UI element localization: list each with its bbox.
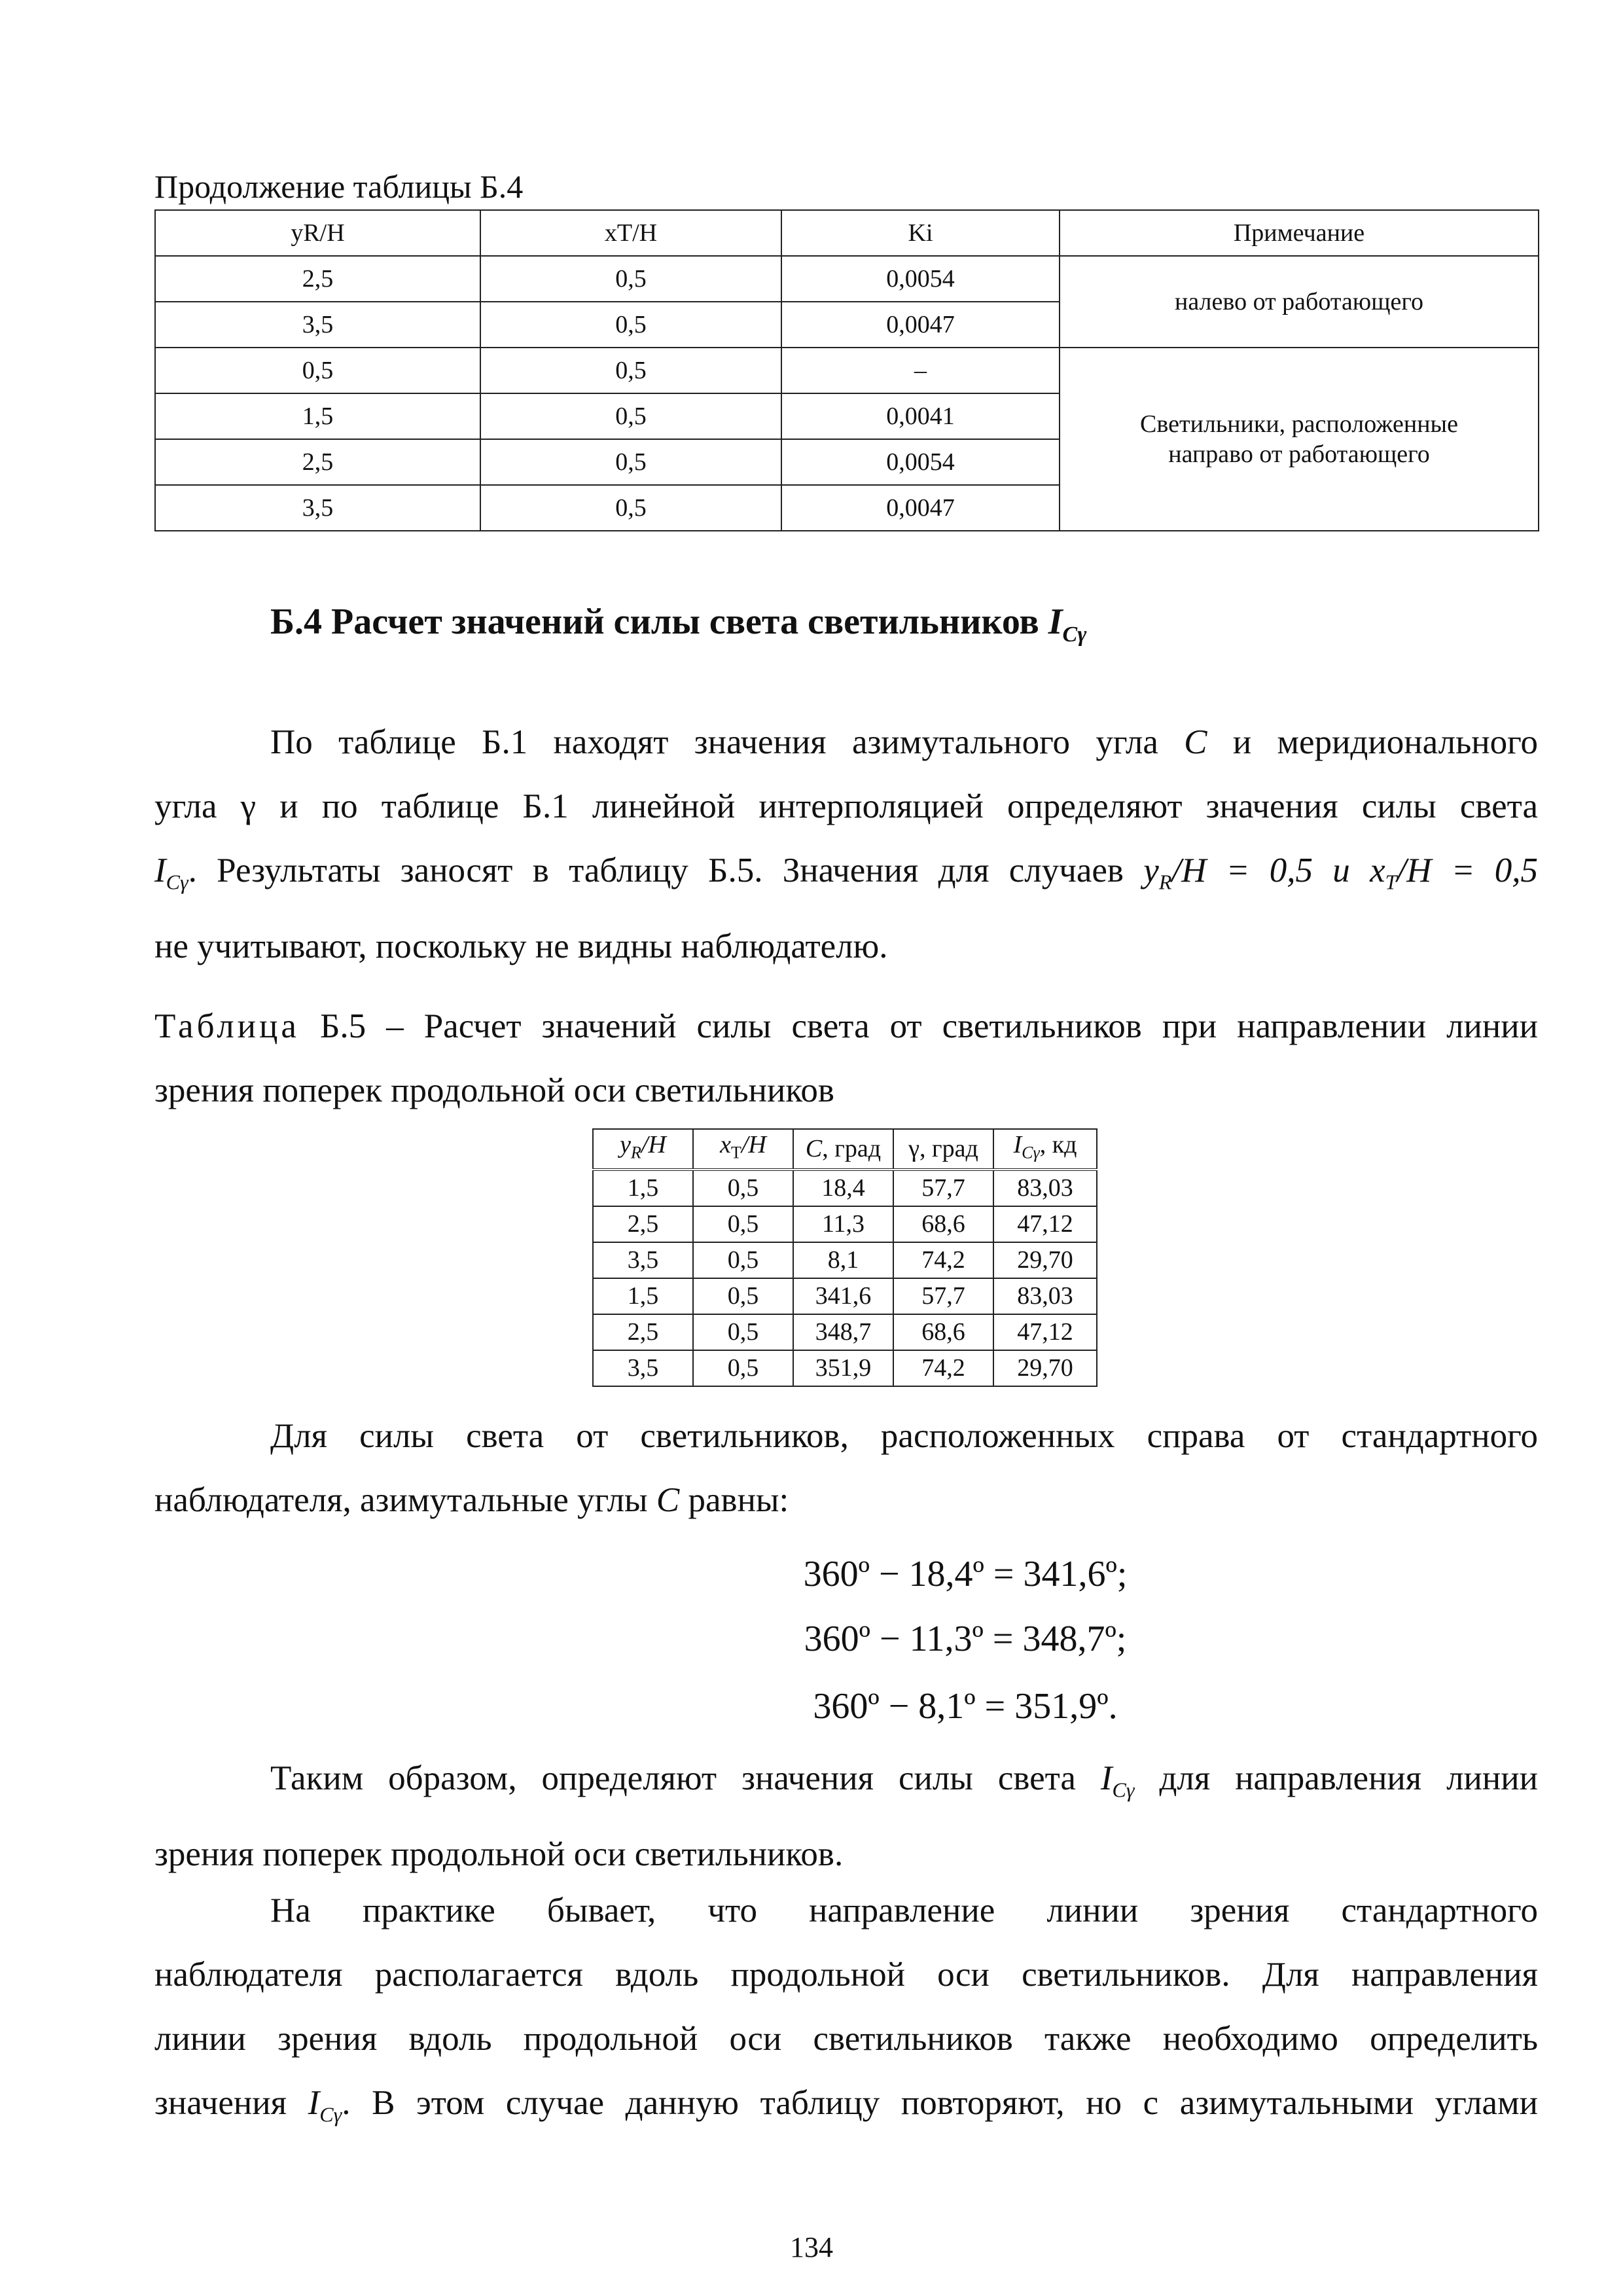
section-heading bbox=[270, 599, 1086, 658]
note-right-line2: направо от работающего bbox=[1168, 440, 1430, 468]
cell: 0,0041 bbox=[781, 393, 1060, 439]
cell: 2,5 bbox=[155, 256, 480, 302]
header-yr-h: $y_R/H$ bbox=[593, 1129, 693, 1170]
cell: 3,5 bbox=[155, 485, 480, 531]
cell: 351,9 bbox=[793, 1350, 893, 1386]
cell: 29,70 bbox=[993, 1242, 1097, 1278]
para4-line4: значения $I_{C\gamma}$. В этом случае данную таблицу повторяют, но с азимутальными углами bbox=[154, 2084, 1538, 2126]
cell: 0,5 bbox=[693, 1170, 793, 1206]
caption-rest: Б.5 – Расчет значений силы света от светильников при направлении линии bbox=[319, 1007, 1538, 1045]
cell: 47,12 bbox=[993, 1314, 1097, 1350]
para2-line1: Для силы света от светильников, расположенных справа от стандартного bbox=[270, 1417, 1538, 1455]
cell: 0,5 bbox=[480, 393, 781, 439]
cell: 74,2 bbox=[893, 1350, 993, 1386]
cell: 74,2 bbox=[893, 1242, 993, 1278]
table-row bbox=[593, 1170, 1097, 1206]
section-title: Б.4 Расчет значений силы света светильников bbox=[270, 601, 1039, 642]
cell: 0,5 bbox=[693, 1350, 793, 1386]
para3-line2: зрения поперек продольной оси светильников. bbox=[154, 1835, 844, 1873]
para1-line2: угла γ и по таблице Б.1 линейной интерполяцией определяют значения силы света bbox=[154, 787, 1538, 825]
cell: 57,7 bbox=[893, 1278, 993, 1314]
header-yr-h: yR/H bbox=[155, 210, 480, 256]
symbol-i: I bbox=[1048, 601, 1063, 642]
cell: – bbox=[781, 348, 1060, 393]
table-header-row bbox=[155, 210, 1539, 256]
cell: 0,5 bbox=[480, 256, 781, 302]
cell: 83,03 bbox=[993, 1170, 1097, 1206]
header-xt-h: xT/H bbox=[480, 210, 781, 256]
para4-line3: линии зрения вдоль продольной оси светильников также необходимо определить bbox=[154, 2020, 1538, 2058]
paragraph-2 bbox=[154, 1404, 1538, 1532]
table-row bbox=[155, 348, 1539, 393]
table-row bbox=[593, 1350, 1097, 1386]
cell: 1,5 bbox=[593, 1278, 693, 1314]
formula-3: 360º − 8,1º = 351,9º. bbox=[813, 1686, 1118, 1727]
cell: 0,0047 bbox=[781, 485, 1060, 531]
formula-2: 360º − 11,3º = 348,7º; bbox=[804, 1619, 1127, 1659]
table-row bbox=[593, 1242, 1097, 1278]
table-b5-caption bbox=[154, 994, 1538, 1122]
symbol-sub: Cγ bbox=[1062, 622, 1087, 647]
cell: 68,6 bbox=[893, 1314, 993, 1350]
page-number: 134 bbox=[790, 2231, 833, 2263]
cell: 18,4 bbox=[793, 1170, 893, 1206]
cell: 0,5 bbox=[693, 1242, 793, 1278]
cell: 0,5 bbox=[480, 348, 781, 393]
cell: 68,6 bbox=[893, 1206, 993, 1242]
cell: 83,03 bbox=[993, 1278, 1097, 1314]
header-icg: $I_{C\gamma}$, кд bbox=[993, 1129, 1097, 1170]
para4-line1: На практике бывает, что направление линии зрения стандартного bbox=[270, 1892, 1538, 1929]
cell: 2,5 bbox=[155, 439, 480, 485]
cell: 0,0047 bbox=[781, 302, 1060, 348]
cell: 3,5 bbox=[155, 302, 480, 348]
paragraph-1 bbox=[154, 710, 1538, 978]
header-ki: Ki bbox=[781, 210, 1060, 256]
cell: 341,6 bbox=[793, 1278, 893, 1314]
note-right bbox=[1060, 348, 1539, 531]
table-b5 bbox=[592, 1128, 1097, 1387]
cell: 3,5 bbox=[593, 1350, 693, 1386]
para4-line2: наблюдателя располагается вдоль продольной оси светильников. Для направления bbox=[154, 1956, 1538, 1994]
para1-line3: $I_{C\gamma}$. Результаты заносят в таблицу Б.5. Значения для случаев $y_R/H = 0,5$ и $x_T/H = 0,5$ bbox=[154, 852, 1539, 894]
cell: 2,5 bbox=[593, 1314, 693, 1350]
note-right-line1: Светильники, расположенные bbox=[1140, 410, 1458, 438]
table-row bbox=[155, 256, 1539, 302]
caption-line2: зрения поперек продольной оси светильников bbox=[154, 1071, 834, 1109]
para2-line2: наблюдателя, азимутальные углы C равны: bbox=[154, 1481, 789, 1519]
table-row bbox=[593, 1314, 1097, 1350]
cell: 0,5 bbox=[693, 1206, 793, 1242]
table-continuation-caption: Продолжение таблицы Б.4 bbox=[154, 168, 524, 205]
table-b4 bbox=[154, 209, 1539, 531]
header-c: C, град bbox=[793, 1129, 893, 1170]
table-row bbox=[593, 1206, 1097, 1242]
cell: 0,0054 bbox=[781, 439, 1060, 485]
header-note: Примечание bbox=[1060, 210, 1539, 256]
paragraph-3 bbox=[154, 1746, 1538, 1886]
cell: 2,5 bbox=[593, 1206, 693, 1242]
header-gamma: γ, град bbox=[893, 1129, 993, 1170]
cell: 47,12 bbox=[993, 1206, 1097, 1242]
header-xt-h: $x_T/H$ bbox=[693, 1129, 793, 1170]
para3-line1: Таким образом, определяют значения силы света $I_{C\gamma}$ для направления линии bbox=[270, 1759, 1539, 1802]
cell: 0,5 bbox=[155, 348, 480, 393]
para1-line1: По таблице Б.1 находят значения азимутального угла C и меридионального bbox=[270, 723, 1539, 761]
cell: 1,5 bbox=[155, 393, 480, 439]
table-header-row bbox=[593, 1129, 1097, 1170]
cell: 0,5 bbox=[480, 439, 781, 485]
cell: 0,5 bbox=[693, 1314, 793, 1350]
paragraph-4 bbox=[154, 1878, 1538, 2147]
cell: 29,70 bbox=[993, 1350, 1097, 1386]
cell: 0,5 bbox=[480, 485, 781, 531]
table-row bbox=[593, 1278, 1097, 1314]
cell: 57,7 bbox=[893, 1170, 993, 1206]
note-left: налево от работающего bbox=[1060, 256, 1539, 348]
formula-1: 360º − 18,4º = 341,6º; bbox=[803, 1554, 1128, 1594]
cell: 348,7 bbox=[793, 1314, 893, 1350]
para1-line4: не учитывают, поскольку не видны наблюдателю. bbox=[154, 927, 888, 965]
cell: 8,1 bbox=[793, 1242, 893, 1278]
cell: 0,0054 bbox=[781, 256, 1060, 302]
cell: 0,5 bbox=[693, 1278, 793, 1314]
cell: 0,5 bbox=[480, 302, 781, 348]
caption-label: Таблица bbox=[154, 1007, 300, 1045]
cell: 3,5 bbox=[593, 1242, 693, 1278]
cell: 1,5 bbox=[593, 1170, 693, 1206]
cell: 11,3 bbox=[793, 1206, 893, 1242]
